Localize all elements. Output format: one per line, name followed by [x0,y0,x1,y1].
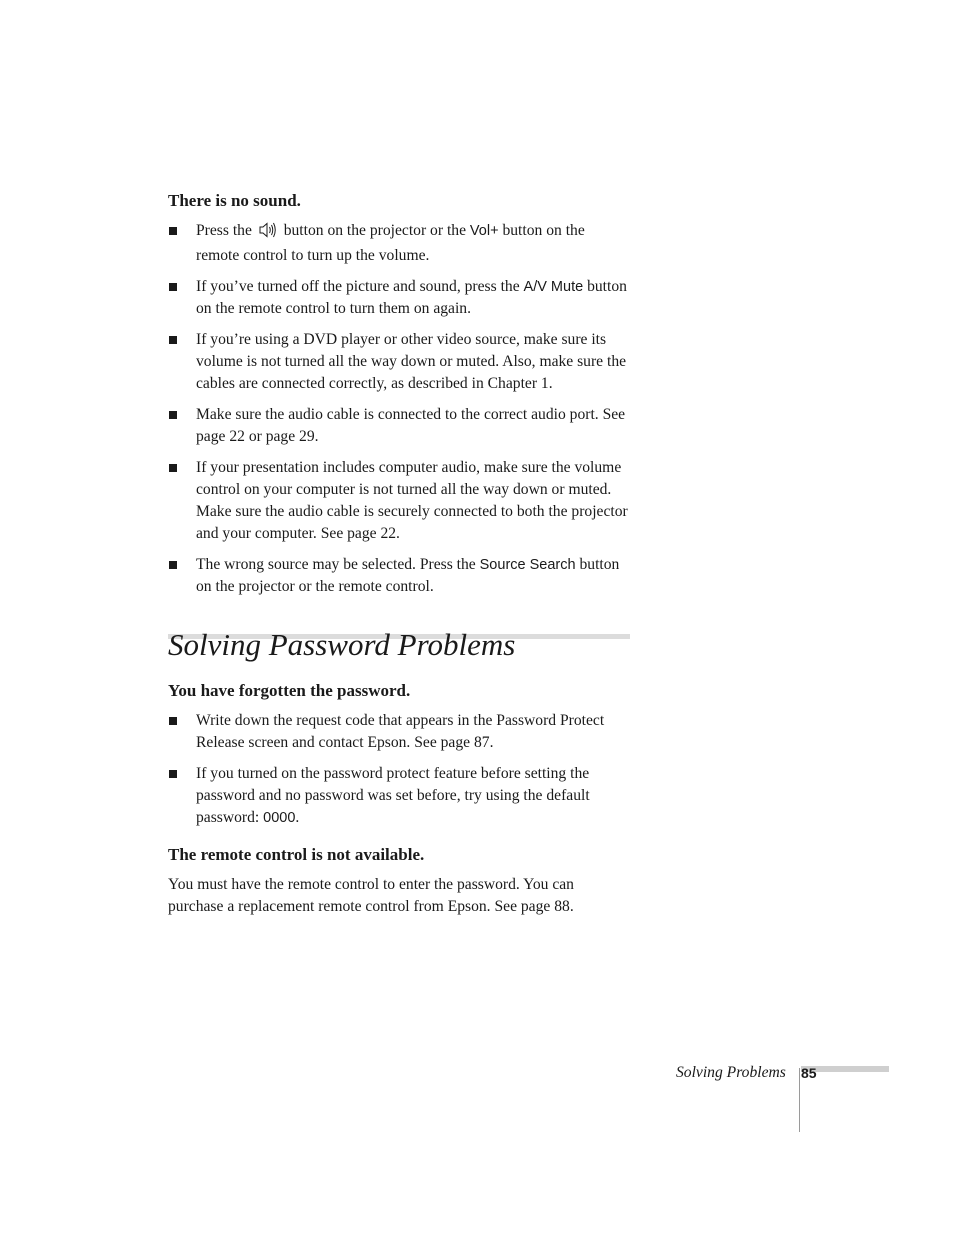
bullet-square-icon [169,336,177,344]
forgot-password-heading: You have forgotten the password. [168,681,411,700]
list-item: Press the button on the projector or the Vol+ button on the remote control to turn up the volume. [168,220,630,267]
list-item: Write down the request code that appears in the Password Protect Release screen and contact Epson. See page 87. [168,710,630,754]
remote-unavailable-heading: The remote control is not available. [168,845,425,864]
bullet-square-icon [169,227,177,235]
vol-plus-button-label: Vol+ [469,223,499,239]
no-sound-list [168,220,630,598]
source-search-button-label: Source Search [479,557,576,573]
default-password-value: 0000 [263,810,296,826]
list-item: If you turned on the password protect feature before setting the password and no password was set before, try using the default password: 0000. [168,763,630,829]
section-title: Solving Password Problems [168,627,516,662]
av-mute-button-label: A/V Mute [523,279,584,295]
bullet-square-icon [169,561,177,569]
bullet-square-icon [169,411,177,419]
list-item: If your presentation includes computer audio, make sure the volume control on your computer is not turned all the way down or muted. Make sure the audio cable is securely connected to both the projector and your computer. See page 22. [168,457,630,545]
speaker-volume-icon [258,222,278,245]
section-header [168,624,630,680]
bullet-square-icon [169,464,177,472]
footer-divider [799,1068,800,1132]
bullet-square-icon [169,770,177,778]
page-content [168,190,630,918]
remote-unavailable-text: You must have the remote control to enter the password. You can purchase a replacement remote control from Epson. See page 88. [168,876,574,915]
list-item: The wrong source may be selected. Press the Source Search button on the projector or the remote control. [168,554,630,598]
list-item: If you’ve turned off the picture and sound, press the A/V Mute button on the remote control to turn them on again. [168,276,630,320]
footer-chapter-title: Solving Problems [676,1064,786,1081]
list-item: Make sure the audio cable is connected to the correct audio port. See page 22 or page 29. [168,404,630,448]
page-number: 85 [801,1065,817,1081]
no-sound-heading: There is no sound. [168,191,301,210]
list-item: If you’re using a DVD player or other video source, make sure its volume is not turned all the way down or muted. Also, make sure the cables are connected correctly, as described in Chapter 1. [168,329,630,395]
bullet-square-icon [169,717,177,725]
bullet-square-icon [169,283,177,291]
forgot-password-list [168,710,630,829]
